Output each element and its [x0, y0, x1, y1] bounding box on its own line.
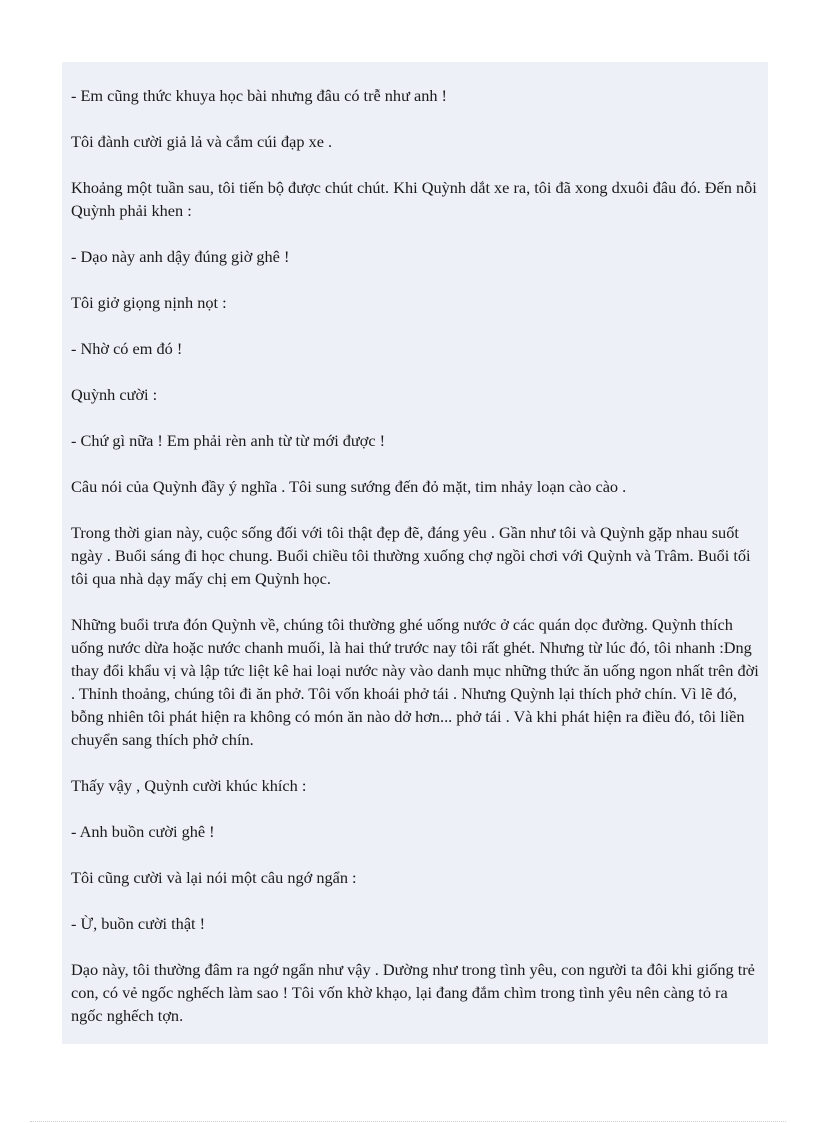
paragraph: - Nhờ có em đó !	[71, 339, 183, 358]
paragraph: Tôi cũng cười và lại nói một câu ngớ ngẩn :	[71, 868, 357, 887]
paragraph: Trong thời gian này, cuộc sống đối với tôi thật đẹp đẽ, đáng yêu . Gần như tôi và Quỳnh gặp nhau suốt ngày . Buổi sáng đi học chung. Buổi chiều tôi thường xuống chợ ngồi chơi với Quỳnh và Trâm. Buổi tối tôi qua nhà dạy mấy chị em Quỳnh học.	[71, 523, 751, 588]
paragraph: - Ừ, buồn cười thật !	[71, 914, 206, 933]
paragraph: - Chứ gì nữa ! Em phải rèn anh từ từ mới được !	[71, 431, 386, 450]
text-block	[62, 62, 768, 1044]
paragraph: Quỳnh cười :	[71, 385, 158, 404]
paragraph: Khoảng một tuần sau, tôi tiến bộ được chút chút. Khi Quỳnh dắt xe ra, tôi đã xong dxuôi đâu đó. Đến nỗi Quỳnh phải khen :	[71, 178, 757, 220]
paragraph: Tôi đành cười giả lả và cắm cúi đạp xe .	[71, 132, 333, 151]
paragraph: - Em cũng thức khuya học bài nhưng đâu có trễ như anh !	[71, 86, 447, 105]
paragraph: Dạo này, tôi thường đâm ra ngớ ngẩn như vậy . Dường như trong tình yêu, con người ta đôi khi giống trẻ con, có vẻ ngốc nghếch làm sao ! Tôi vốn khờ khạo, lại đang đắm chìm trong tình yêu nên càng tỏ ra ngốc nghếch tợn.	[71, 960, 755, 1025]
paragraph: Thấy vậy , Quỳnh cười khúc khích :	[71, 776, 307, 795]
paragraph: Câu nói của Quỳnh đầy ý nghĩa . Tôi sung sướng đến đỏ mặt, tim nhảy loạn cào cào .	[71, 477, 627, 496]
paragraph: - Anh buồn cười ghê !	[71, 822, 215, 841]
page-divider	[30, 1121, 786, 1122]
paragraph: - Dạo này anh dậy đúng giờ ghê !	[71, 247, 290, 266]
paragraph: Những buổi trưa đón Quỳnh về, chúng tôi thường ghé uống nước ở các quán dọc đường. Quỳnh thích uống nước dừa hoặc nước chanh muối, là hai thứ trước nay tôi rất ghét. Nhưng từ lúc đó, tôi nhanh :Dng thay đổi khẩu vị và lập tức liệt kê hai loại nước này vào danh mục những thức ăn uống ngon nhất trên đời . Thỉnh thoảng, chúng tôi đi ăn phở. Tôi vốn khoái phở tái . Nhưng Quỳnh lại thích phở chín. Vì lẽ đó, bỗng nhiên tôi phát hiện ra không có món ăn nào dở hơn... phở tái . Và khi phát hiện ra điều đó, tôi liền chuyển sang thích phở chín.	[71, 615, 759, 749]
paragraph: Tôi giở giọng nịnh nọt :	[71, 293, 227, 312]
